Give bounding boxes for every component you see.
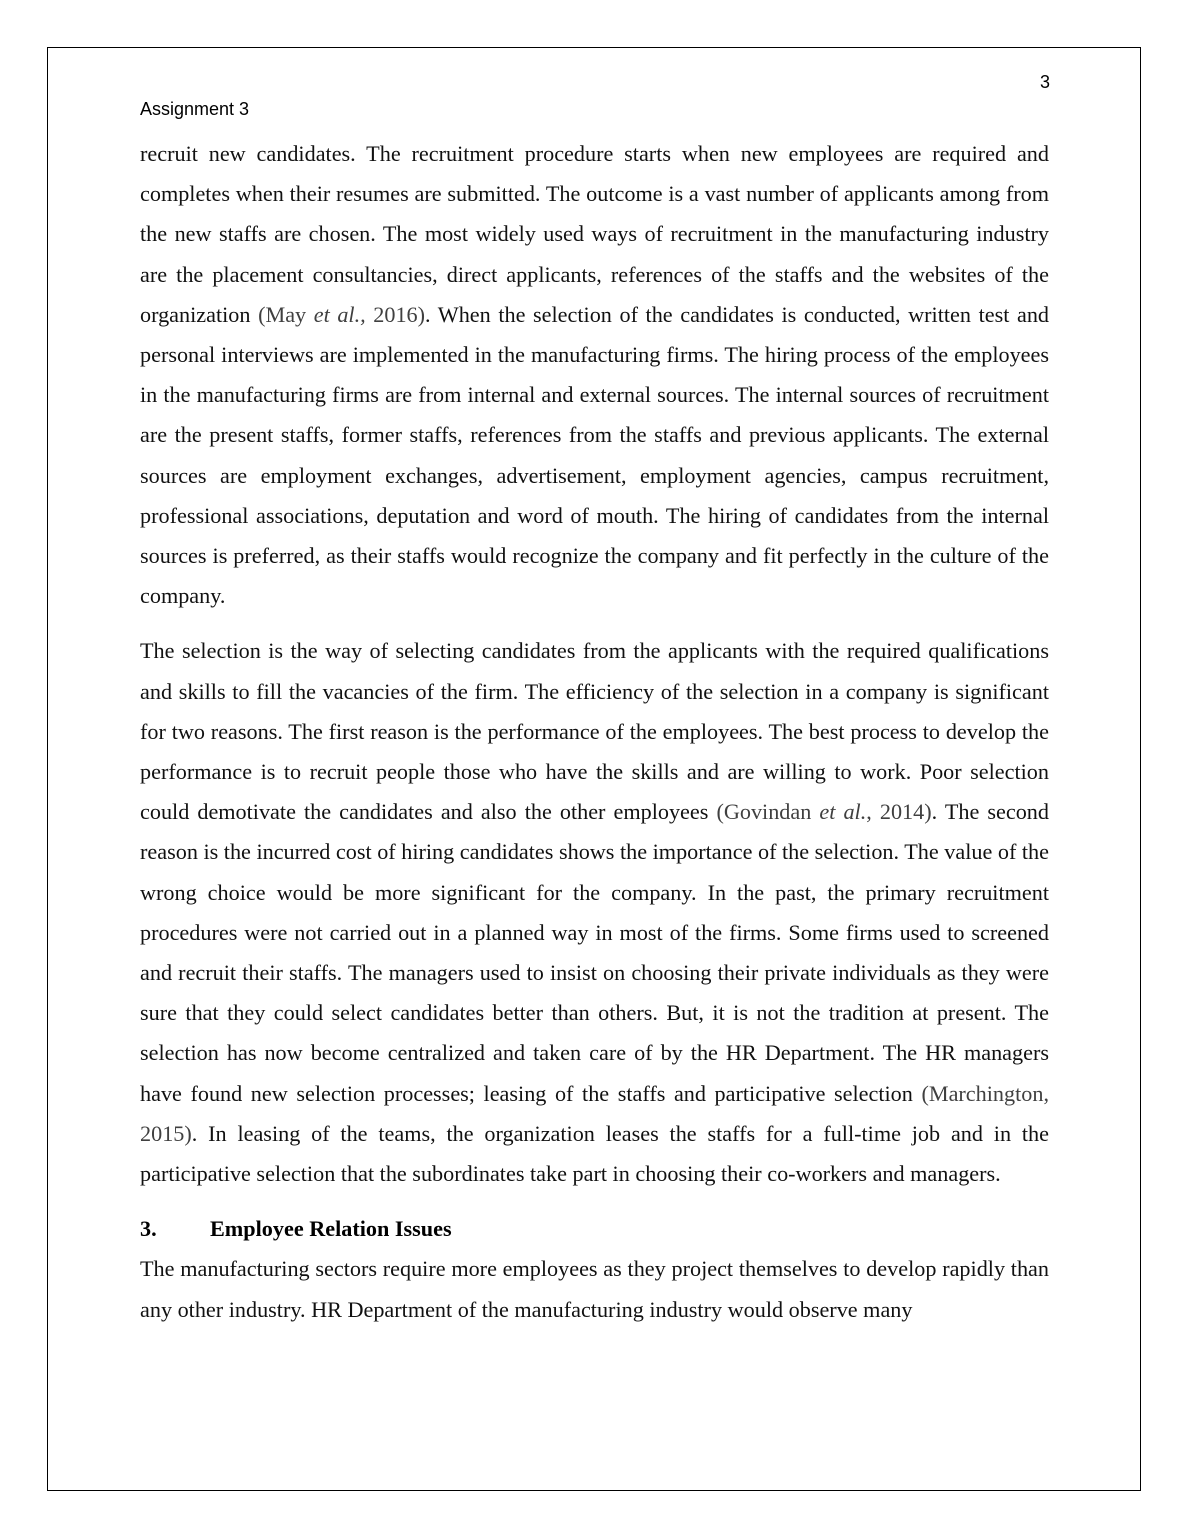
body-paragraph-employee-relations: The manufacturing sectors require more employees as they project themselves to develop rapidly than any other industry. HR Department of the manufacturing industry would observe many [140, 1256, 1049, 1322]
citation-may [258, 302, 425, 327]
page-number: 3 [1039, 72, 1050, 92]
paragraph-text: . When the selection of the candidates is conducted, written test and personal interviews are implemented in the manufacturing firms. The hiring process of the employees in the manufacturing firms are from internal and external sources. The internal sources of recruitment are the present staffs, former staffs, references from the staffs and previous applicants. The external sources are employment exchanges, advertisement, employment agencies, campus recruitment, professional associations, deputation and word of mouth. The hiring of candidates from the internal sources is preferred, as their staffs would recognize the company and fit perfectly in the culture of the company. [140, 301, 1050, 609]
citation-etal: et al., [313, 301, 366, 327]
paragraph-text: recruit new candidates. The recruitment procedure starts when new employees are required and completes when their resumes are submitted. The outcome is a vast number of applicants among from the new staffs are chosen. The most widely used ways of recruitment in the manufacturing industry are the placement consultancies, direct applicants, references of the staffs and the websites of the organization [140, 141, 1049, 327]
paragraph-text: . The second reason is the incurred cost of hiring candidates shows the importance of the selection. The value of the wrong choice would be more significant for the company. In the past, the primary recruitment procedures were not carried out in a planned way in most of the firms. Some firms used to screened and recruit their staffs. The managers used to insist on choosing their private individuals as they were sure that they could select candidates better than others. But, it is not the tradition at present. The selection has now become centralized and taken care of by the HR Department. The HR managers have found new selection processes; leasing of the staffs and participative selection [140, 799, 1049, 1106]
citation-year: 2016) [365, 301, 426, 327]
document-body [140, 134, 1049, 1330]
body-paragraph-recruitment [140, 134, 1049, 616]
running-header: Assignment 3 [140, 99, 250, 119]
section-title: Employee Relation Issues [210, 1216, 452, 1242]
citation-author: (May [258, 301, 314, 327]
section-heading [140, 1209, 1049, 1249]
paragraph-text: The selection is the way of selecting candidates from the applicants with the required qualifications and skills to fill the vacancies of the firm. The efficiency of the selection in a company is significant for two reasons. The first reason is the performance of the employees. The best process to develop the performance is to recruit people those who have the skills and are willing to work. Poor selection could demotivate the candidates and also the other employees [140, 638, 1049, 825]
citation-marchington: (Marchington, 2015) [140, 1080, 1049, 1146]
citation-etal: et al. [819, 799, 867, 825]
section-number: 3. [140, 1216, 157, 1242]
citation-year: , 2014) [866, 799, 932, 825]
citation-author: (Govindan [716, 799, 820, 825]
body-paragraph-selection [140, 631, 1049, 1194]
paragraph-text: . In leasing of the teams, the organization leases the staffs for a full-time job and in the participative selection that the subordinates take part in choosing their co-workers and managers. [140, 1120, 1049, 1187]
citation-govindan [716, 799, 931, 824]
